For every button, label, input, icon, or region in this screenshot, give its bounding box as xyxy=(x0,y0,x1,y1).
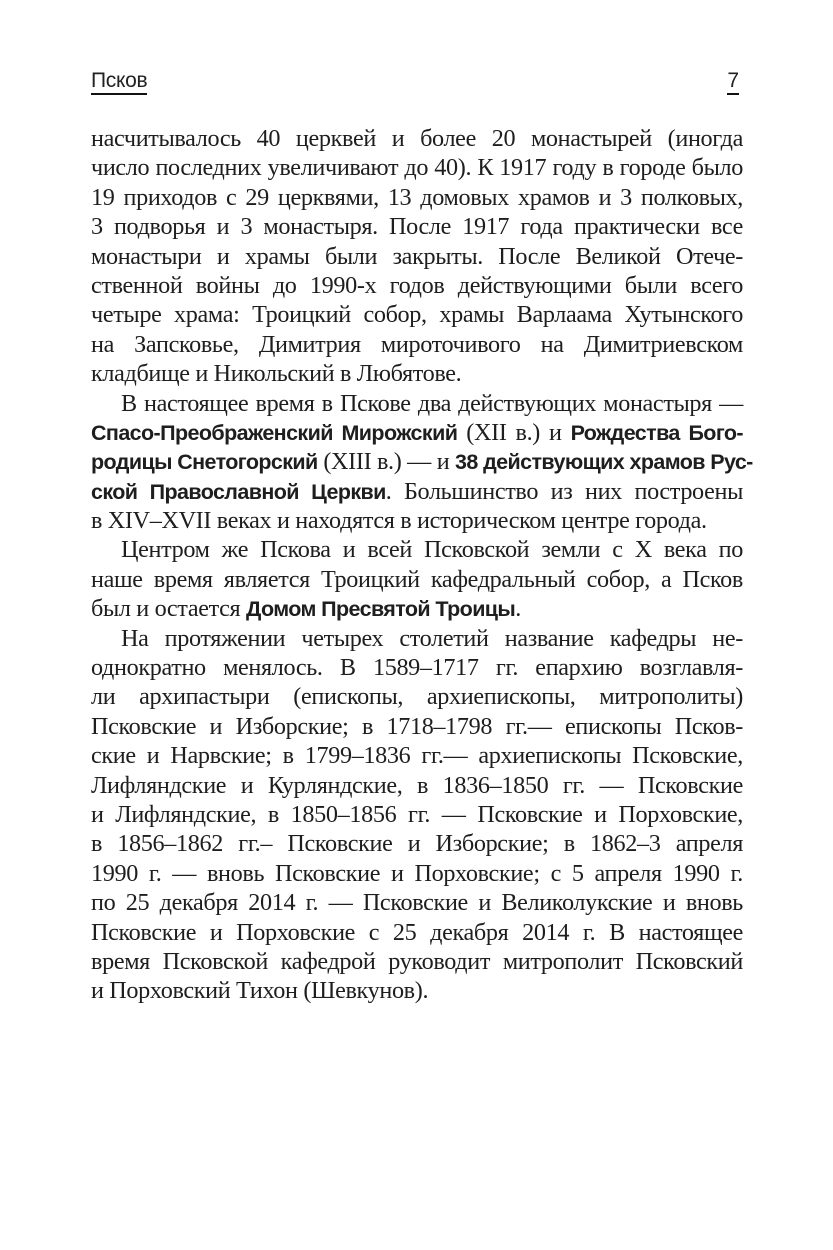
paragraph-3 xyxy=(91,535,743,623)
text-line: время Псковской кафедрой руководит митрополит Псковский xyxy=(91,947,743,975)
text-line: Лифляндские и Курляндские, в 1836–1850 гг. — Псковские xyxy=(91,771,743,799)
text-line: Центром же Пскова и всей Псковской земли с X века по xyxy=(121,536,743,564)
text-line: Псковские и Порховские с 25 декабря 2014 г. В настоящее xyxy=(91,918,743,946)
text-line: число последних увеличивают до 40). К 1917 году в городе было xyxy=(91,154,743,182)
text-line: монастыри и храмы были закрыты. После Великой Отече- xyxy=(91,242,743,270)
bold-monastery-name: родицы Снетогорский xyxy=(91,450,318,475)
text-run: (XII в.) и xyxy=(457,418,571,446)
body-text xyxy=(91,124,753,1006)
bold-monastery-name: Рождества Бого- xyxy=(570,420,743,445)
bold-churches-count: 38 действующих храмов Рус- xyxy=(454,450,753,475)
text-line: однократно менялось. В 1589–1717 гг. епархию возглавля- xyxy=(91,654,743,682)
text-run: был и остается xyxy=(91,595,246,623)
text-line: ственной войны до 1990-х годов действующими были всего xyxy=(91,271,743,299)
text-line: в 1856–1862 гг.– Псковские и Изборские; в 1862–3 апреля xyxy=(91,830,743,858)
text-line: ские и Нарвские; в 1799–1836 гг.— архиепископы Псковские, xyxy=(91,742,743,770)
chapter-title: Псков xyxy=(91,70,147,95)
text-line: 19 приходов с 29 церквями, 13 домовых храмов и 3 полковых, xyxy=(91,183,743,211)
text-line: Псковские и Изборские; в 1718–1798 гг.— епископы Псков- xyxy=(91,712,743,740)
text-line: и Лифляндские, в 1850–1856 гг. — Псковские и Порховские, xyxy=(91,800,743,828)
text-line: по 25 декабря 2014 г. — Псковские и Великолукские и вновь xyxy=(91,889,743,917)
text-line: ли архипастыри (епископы, архиепископы, митрополиты) xyxy=(91,683,743,711)
text-line: кладбище и Никольский в Любятове. xyxy=(91,360,462,388)
text-line: 3 подворья и 3 монастыря. После 1917 года практически все xyxy=(91,213,743,241)
text-run: . Большинство из них построены xyxy=(385,477,743,505)
text-line xyxy=(91,477,743,506)
paragraph-1 xyxy=(91,124,743,389)
text-line: 1990 г. — вновь Псковские и Порховские; с 5 апреля 1990 г. xyxy=(91,859,743,887)
paragraph-2 xyxy=(91,389,753,536)
paragraph-4 xyxy=(91,624,743,1006)
text-line: На протяжении четырех столетий название кафедры не- xyxy=(121,624,743,652)
bold-church-name: ской Православной Церкви xyxy=(91,479,386,504)
bold-monastery-name: Спасо-Преображенский Мирожский xyxy=(91,420,458,445)
page-number: 7 xyxy=(727,70,739,95)
text-line: в XIV–XVII веках и находятся в историческом центре города. xyxy=(91,507,707,535)
text-line xyxy=(91,447,753,476)
text-run: (XIII в.) — и xyxy=(317,448,455,476)
text-line xyxy=(91,418,743,447)
text-line: на Запсковье, Димитрия мироточивого на Димитриевском xyxy=(91,330,743,358)
text-line: В настоящее время в Пскове два действующих монастыря — xyxy=(121,389,743,417)
text-run: . xyxy=(515,595,521,623)
text-line: четыре храма: Троицкий собор, храмы Варлаама Хутынского xyxy=(91,301,743,329)
bold-house-of-trinity: Домом Пресвятой Троицы xyxy=(245,597,516,622)
text-line: наше время является Троицкий кафедральный собор, а Псков xyxy=(91,565,743,593)
text-line xyxy=(91,594,743,623)
text-line: и Порховский Тихон (Шевкунов). xyxy=(91,977,429,1005)
running-header xyxy=(91,68,742,98)
text-line: насчитывалось 40 церквей и более 20 монастырей (иногда xyxy=(91,125,743,152)
